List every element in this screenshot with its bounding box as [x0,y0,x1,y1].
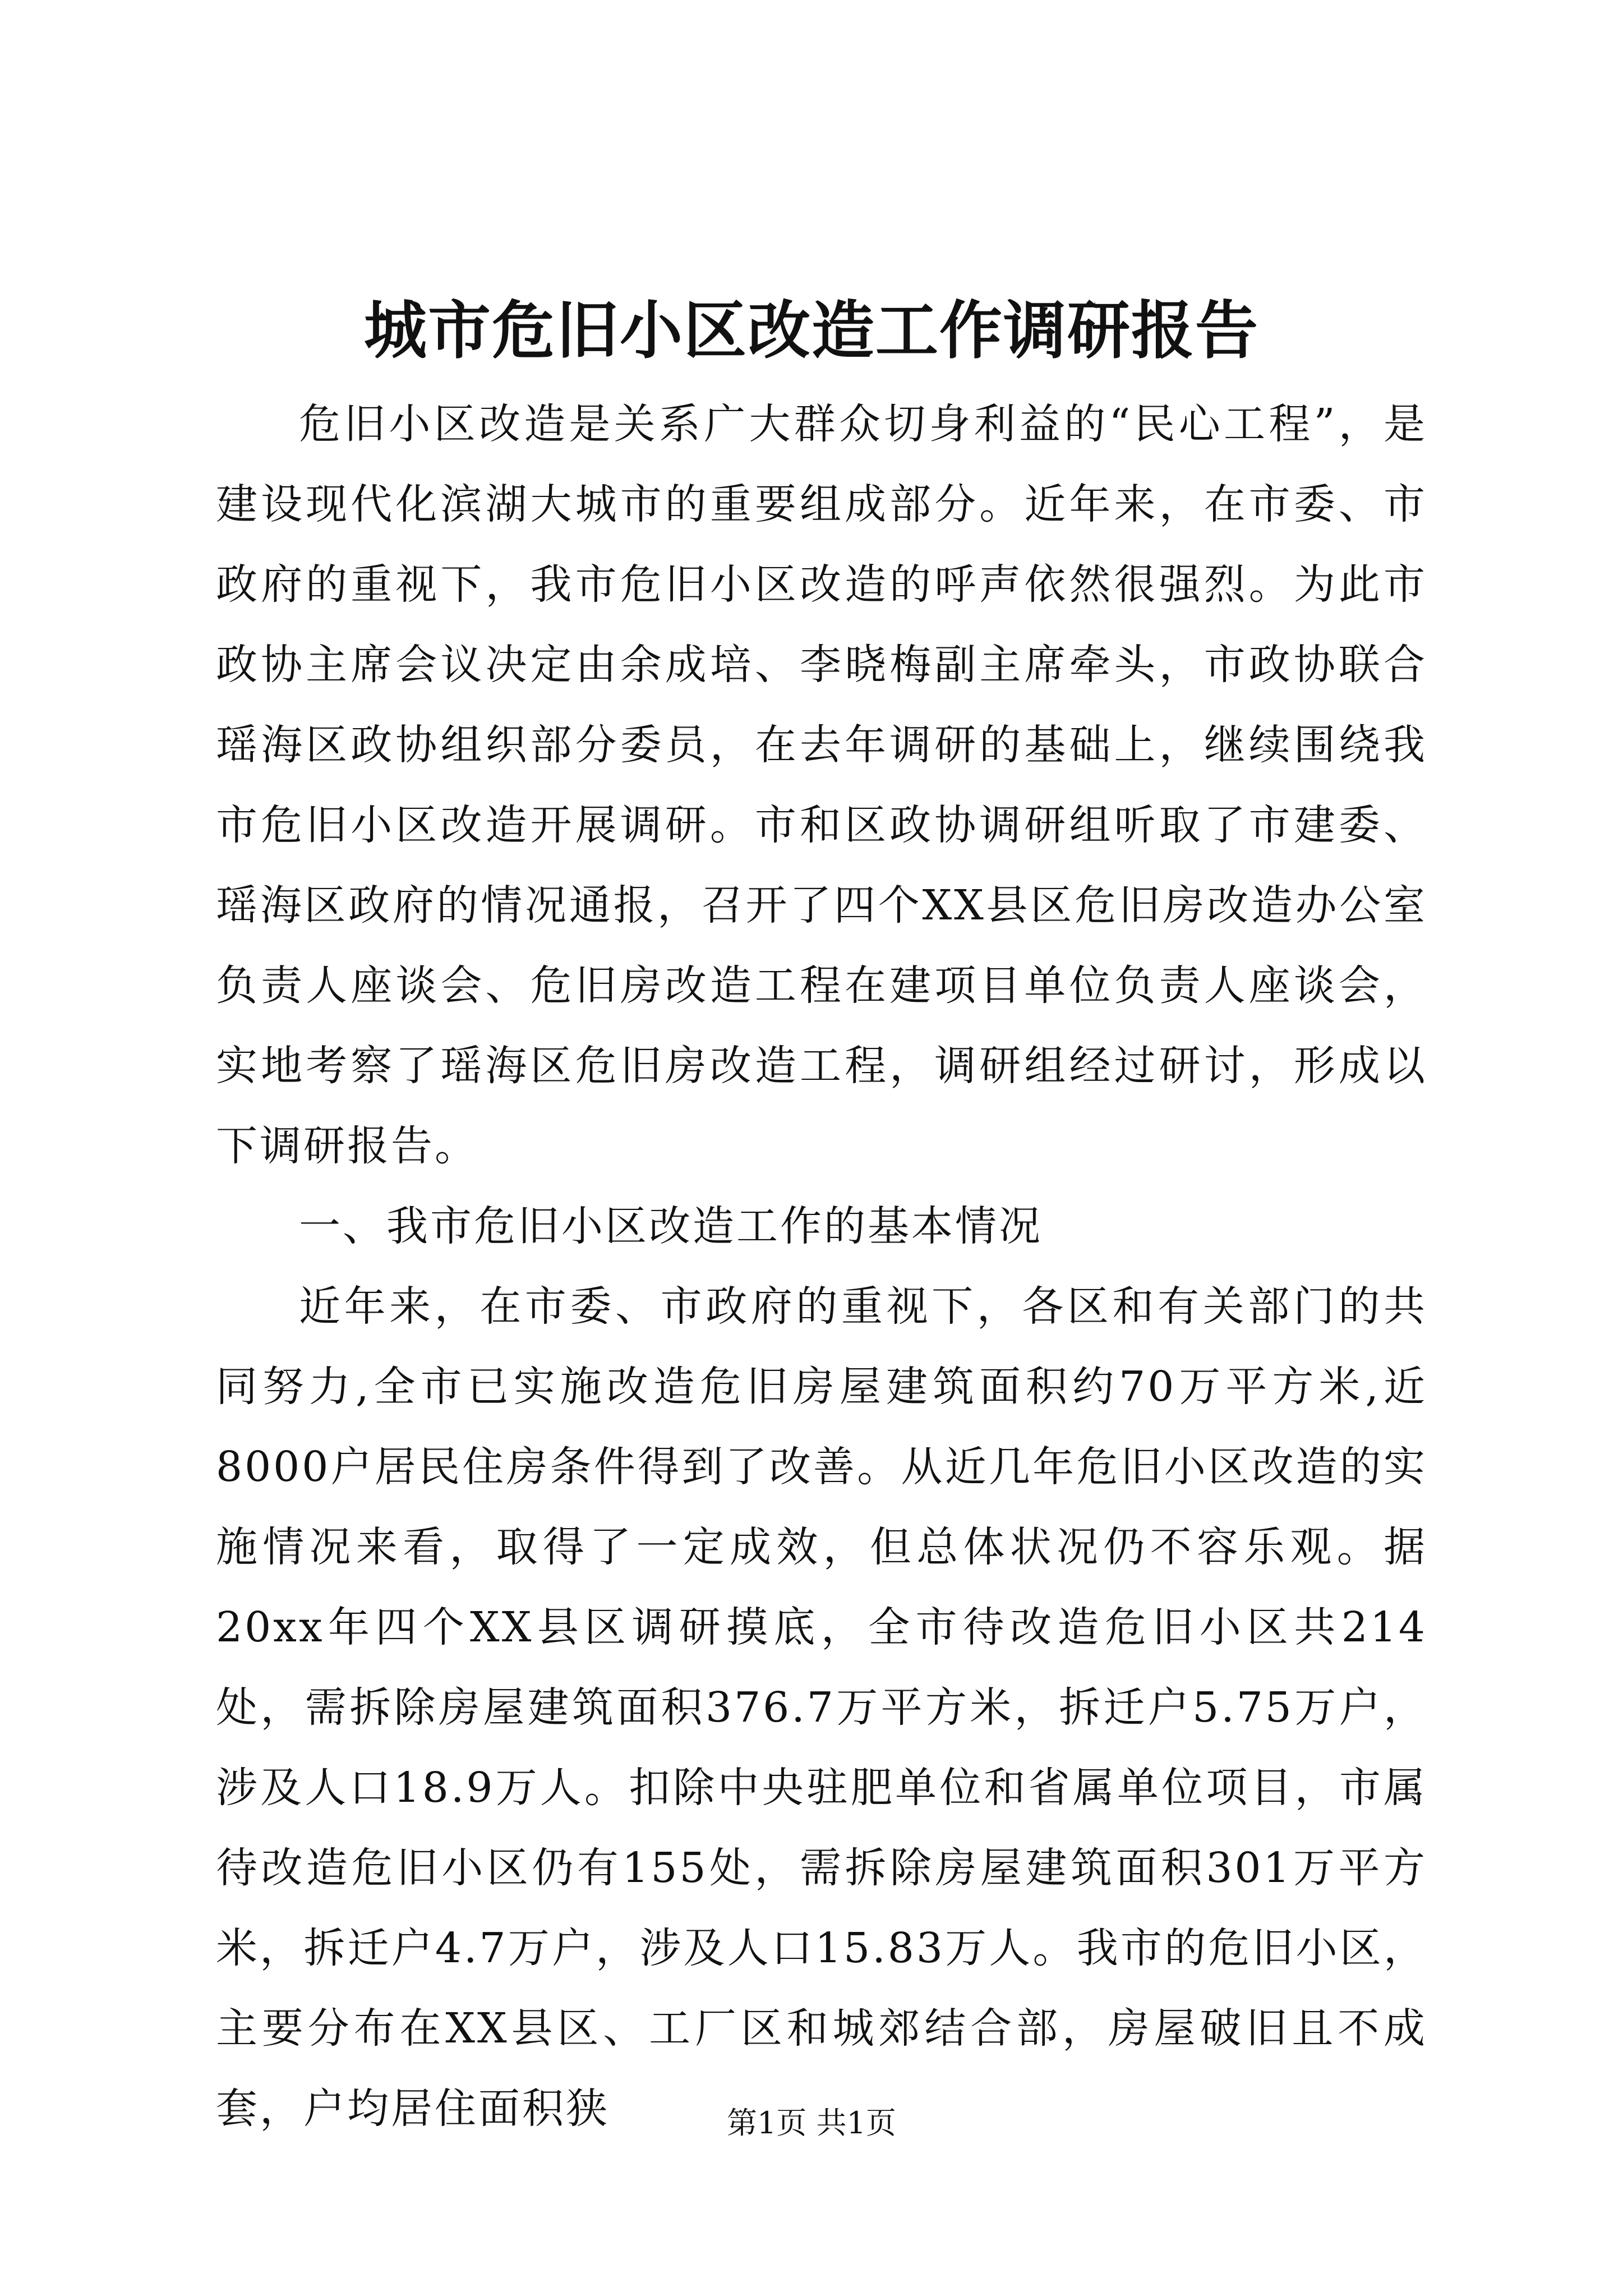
paragraph-situation: 近年来，在市委、市政府的重视下，各区和有关部门的共同努力,全市已实施改造危旧房屋建筑面积约70万平方米,近8000户居民住房条件得到了改善。从近几年危旧小区改造的实施情况来看，取得了一定成效，但总体状况仍不容乐观。据20xx年四个XX县区调研摸底，全市待改造危旧小区共214处，需拆除房屋建筑面积376.7万平方米，拆迁户5.75万户，涉及人口18.9万人。扣除中央驻肥单位和省属单位项目，市属待改造危旧小区仍有155处，需拆除房屋建筑面积301万平方米，拆迁户4.7万户，涉及人口15.83万人。我市的危旧小区，主要分布在XX县区、工厂区和城郊结合部，房屋破旧且不成套，户均居住面积狭 [216,1282,1427,2133]
document-body [216,384,1427,2149]
page-title: 城市危旧小区改造工作调研报告 [364,294,1259,367]
paragraph-intro: 危旧小区改造是关系广大群众切身利益的“民心工程”，是建设现代化滨湖大城市的重要组成部分。近年来，在市委、市政府的重视下，我市危旧小区改造的呼声依然很强烈。为此市政协主席会议决定由余成培、李晓梅副主席牵头，市政协联合瑶海区政协组织部分委员，在去年调研的基础上，继续围绕我市危旧小区改造开展调研。市和区政协调研组听取了市建委、瑶海区政府的情况通报，召开了四个XX县区危旧房改造办公室负责人座谈会、危旧房改造工程在建项目单位负责人座谈会，实地考察了瑶海区危旧房改造工程，调研组经过研讨，形成以下调研报告。 [216,400,1427,1170]
page-footer: 第1页 共1页 [727,2105,896,2141]
section-heading: 一、我市危旧小区改造工作的基本情况 [299,1202,1043,1250]
